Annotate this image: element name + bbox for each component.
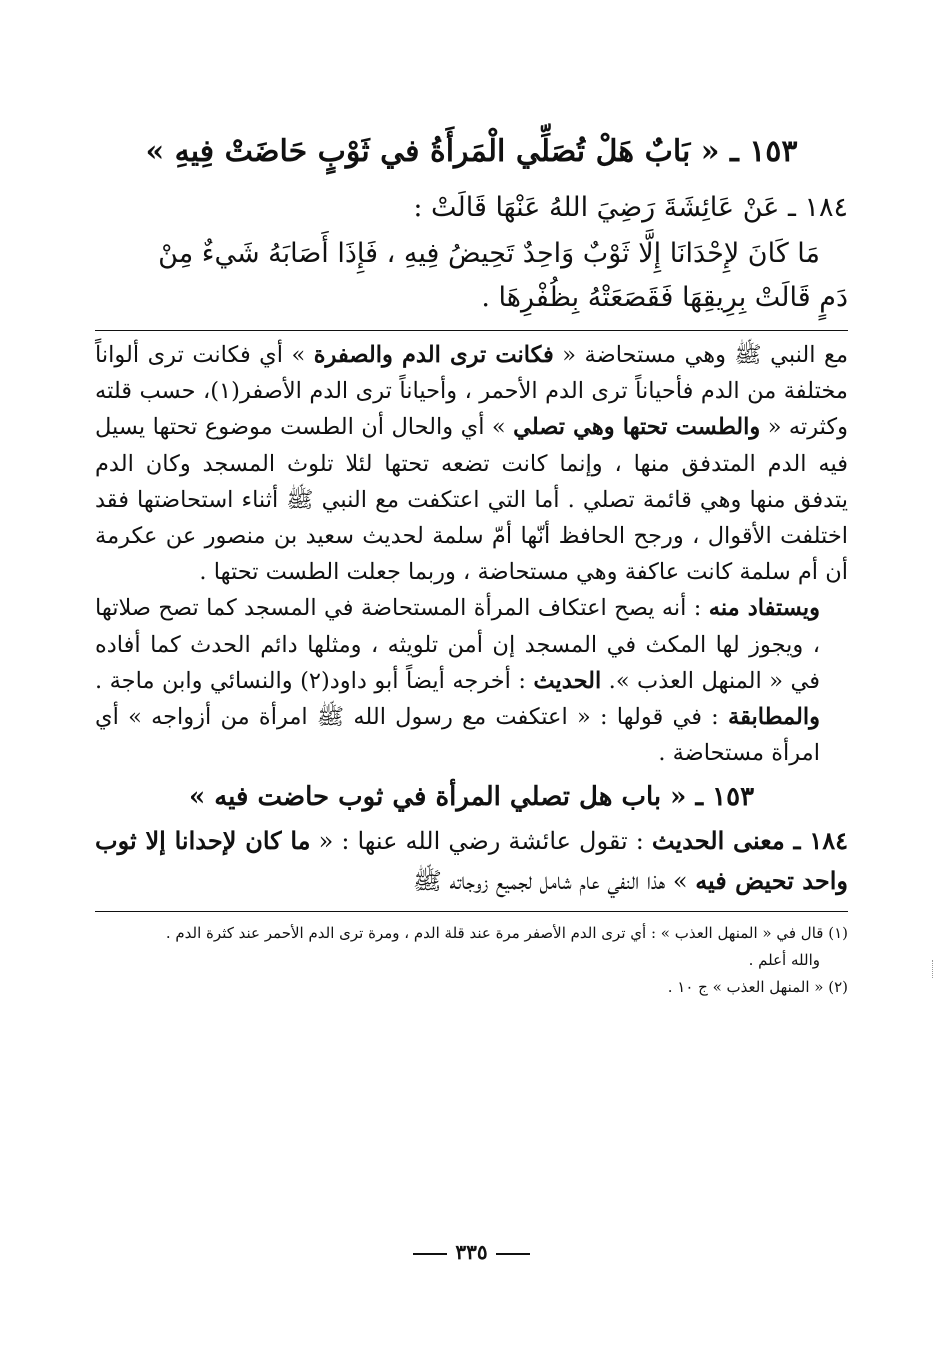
term-label: ويستفاد منه bbox=[708, 595, 820, 622]
footnote-1: (١) قال في « المنهل العذب » : أي ترى الدم الأصفر مرة عند قلة الدم ، ومرة ترى الدم الأحمر عند كثرة الدم . bbox=[165, 924, 848, 943]
hadith-text bbox=[95, 232, 848, 326]
page-number-dash bbox=[496, 1253, 530, 1255]
footnote-1-continued: والله أعلم . bbox=[748, 951, 820, 970]
hadith-meaning-paragraph: ١٨٤ ـ معنى الحديث : تقول عائشة رضي الله عنها : « ما كان لإحدانا إلا ثوب واحد تحيض فيه » هذا النفي عام شامل لجميع زوجاته ﷺ bbox=[95, 826, 848, 896]
commentary-paragraph-2: ويستفاد منه : أنه يصح اعتكاف المرأة المستحاضة في المسجد كما تصح صلاتها ، ويجوز لها المكث في المسجد إن أمن تلويثه ، ومثلها دائم الحدث كما أفاده في « المنهل العذب ». الحديث : أخرجه أيضاً أبو داود(٢) والنسائي وابن ماجة . والمطابقة : في قولها : « اعتكفت مع رسول الله ﷺ امرأة من أزواجه » أي امرأة مستحاضة . bbox=[95, 595, 820, 767]
page-number-dash bbox=[413, 1253, 447, 1255]
quoted-phrase: والطست تحتها وهي تصلي bbox=[513, 414, 761, 441]
hadith-line-2: دَمٍ قَالَتْ بِرِيقِهَا فَقَصَعَتْهُ بِظُفْرِهَا . bbox=[481, 282, 848, 313]
page-content bbox=[95, 130, 848, 1001]
footnote-2: (٢) « المنهل العذب » ج ١٠ . bbox=[667, 978, 848, 997]
quoted-phrase: ما كان لإحدانا إلا ثوب واحد تحيض فيه bbox=[95, 826, 848, 896]
section-sub-heading: ١٥٣ ـ « باب هل تصلي المرأة في ثوب حاضت فيه » bbox=[188, 782, 755, 813]
page-number: ٣٣٥ bbox=[0, 1240, 943, 1264]
commentary bbox=[95, 337, 848, 771]
footnotes bbox=[95, 920, 848, 1001]
quoted-phrase: فكانت ترى الدم والصفرة bbox=[313, 342, 554, 368]
term-label: والمطابقة bbox=[728, 704, 820, 731]
hadith-intro: ١٨٤ ـ عَنْ عَائِشَةَ رَضِيَ اللهُ عَنْهَا قَالَتْ : bbox=[413, 192, 848, 223]
term-label: ١٨٤ ـ معنى الحديث bbox=[651, 826, 848, 856]
chapter-heading: ١٥٣ ـ « بَابٌ هَلْ تُصَلِّي الْمَرأَةُ في ثَوْبٍ حَاضَتْ فِيهِ » bbox=[145, 134, 798, 169]
margin-mark bbox=[932, 960, 939, 978]
hadith-divider bbox=[95, 330, 848, 331]
commentary-paragraph-1: مع النبي ﷺ وهي مستحاضة « فكانت ترى الدم والصفرة » أي فكانت ترى ألواناً مختلفة من الدم فأحياناً ترى الدم الأحمر ، وأحياناً ترى الدم الأصفر(١)، حسب قلته وكثرته « والطست تحتها وهي تصلي » أي والحال أن الطست موضوع تحتها يسيل فيه الدم المتدفق منها ، وإنما كانت تضعه تحتها لئلا تلوث المسجد وكان الدم يتدفق منها وهي قائمة تصلي . أما التي اعتكفت مع النبي ﷺ أثناء استحاضتها فقد اختلفت الأقوال ، ورجح الحافظ أنّها أمّ سلمة لحديث سعيد بن منصور عن عكرمة أن أم سلمة كانت عاكفة وهي مستحاضة ، وربما جعلت الطست تحتها . bbox=[95, 342, 849, 586]
term-label: الحديث bbox=[533, 667, 602, 694]
footnote-divider bbox=[95, 911, 848, 912]
hadith-line-1: مَا كَانَ لإِحْدَانَا إِلَّا ثَوْبٌ وَاحِدٌ تَحِيضُ فِيهِ ، فَإِذَا أَصَابَهُ شَيءٌ مِنْ bbox=[158, 238, 820, 269]
